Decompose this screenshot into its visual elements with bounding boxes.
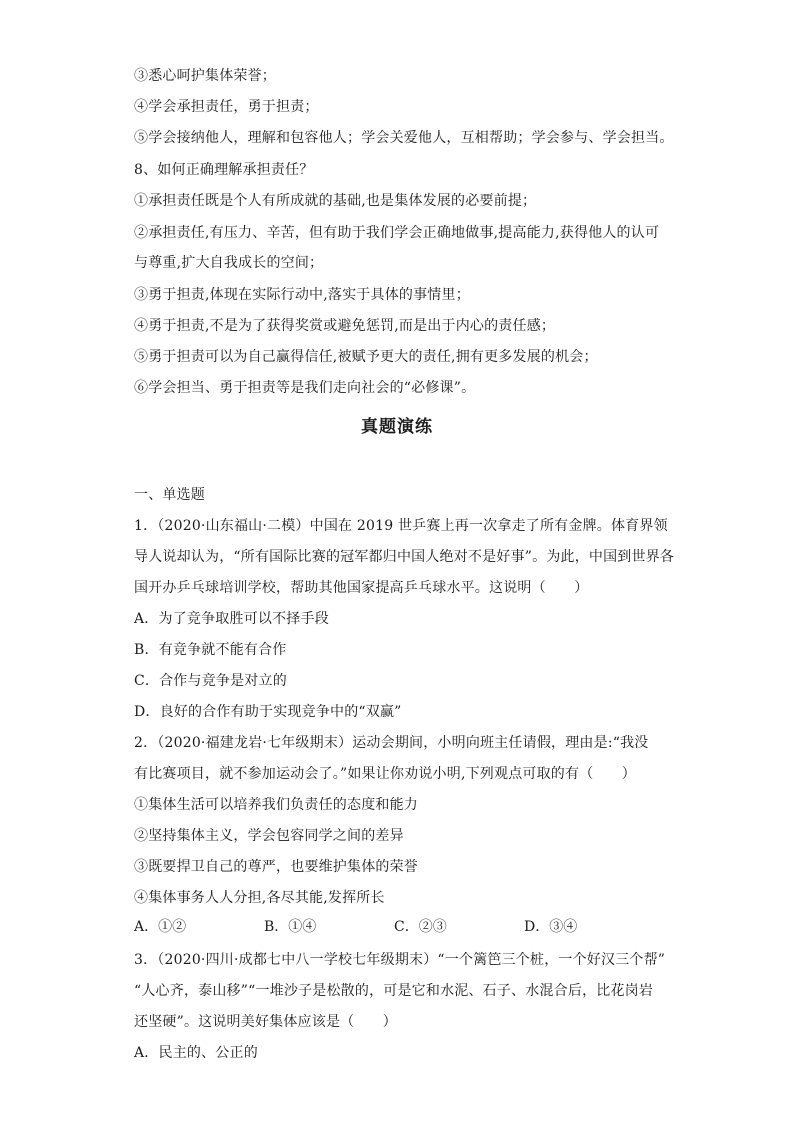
question-1-option-a: A．为了竞争取胜可以不择手段 xyxy=(134,611,329,627)
review-point: ④学会承担责任，勇于担责； xyxy=(134,99,319,115)
review-point: ⑤学会接纳他人，理解和包容他人；学会关爱他人，互相帮助；学会参与、学会担当。 xyxy=(134,130,674,146)
question-2-statement: ②坚持集体主义，学会包容同学之间的差异 xyxy=(134,828,404,844)
question-3-line: 3．（2020·四川·成都七中八一学校七年级期末）“一个篱笆三个桩，一个好汉三个帮” xyxy=(134,952,666,968)
review-point: 与尊重,扩大自我成长的空间； xyxy=(134,255,324,271)
review-point: ①承担责任既是个人有所成就的基础,也是集体发展的必要前提； xyxy=(134,193,537,209)
review-point: ④勇于担责,不是为了获得奖赏或避免惩罚,而是出于内心的责任感； xyxy=(134,318,556,334)
question-2-option-d: D．③④ xyxy=(524,919,578,935)
question-1-option-b: B．有竞争就不能有合作 xyxy=(134,642,287,658)
question-1-line: 导人说却认为，“所有国际比赛的冠军都归中国人绝对不是好事”。为此，中国到世界各 xyxy=(134,549,675,565)
review-point: ②承担责任,有压力、辛苦，但有助于我们学会正确地做事,提高能力,获得他人的认可 xyxy=(134,225,660,241)
question-2-option-c: C．②③ xyxy=(394,919,447,935)
question-2-options xyxy=(134,917,654,937)
section-title: 真题演练 xyxy=(361,417,433,437)
question-2-statement: ④集体事务人人分担,各尽其能,发挥所长 xyxy=(134,890,385,906)
question-3-option-a: A．民主的、公正的 xyxy=(134,1045,258,1061)
question-3-line: “人心齐，泰山移”“一堆沙子是松散的，可是它和水泥、石子、水混合后，比花岗岩 xyxy=(134,983,654,999)
question-1-option-d: D．良好的合作有助于实现竞争中的“双赢” xyxy=(134,704,402,720)
question-3-line: 还坚硬”。这说明美好集体应该是（ ） xyxy=(134,1014,397,1030)
question-1-option-c: C．合作与竞争是对立的 xyxy=(134,673,287,689)
review-point: ⑤勇于担责可以为自己赢得信任,被赋予更大的责任,拥有更多发展的机会； xyxy=(134,349,598,365)
review-point: ③悉心呵护集体荣誉； xyxy=(134,68,276,84)
question-2-line: 有比赛项目，就不参加运动会了。”如果让你劝说小明,下列观点可取的有（ ） xyxy=(134,766,637,782)
review-point: ⑥学会担当、勇于担责等是我们走向社会的“必修课”。 xyxy=(134,380,476,396)
review-point: ③勇于担责,体现在实际行动中,落实于具体的事情里； xyxy=(134,287,470,303)
question-1-line: 1．（2020·山东福山·二模）中国在 2019 世乒赛上再一次拿走了所有金牌。体育界领 xyxy=(134,518,668,534)
question-2-option-a: A．①② xyxy=(134,919,187,935)
section-heading: 一、单选题 xyxy=(134,487,205,503)
question-2-option-b: B．①④ xyxy=(264,919,317,935)
question-2-statement: ①集体生活可以培养我们负责任的态度和能力 xyxy=(134,797,418,813)
question-2-statement: ③既要捍卫自己的尊严，也要维护集体的荣誉 xyxy=(134,859,418,875)
question-1-line: 国开办乒乓球培训学校，帮助其他国家提高乒乓球水平。这说明（ ） xyxy=(134,580,589,596)
question-2-line: 2．（2020·福建龙岩·七年级期末）运动会期间，小明向班主任请假，理由是:“我没 xyxy=(134,735,649,751)
review-question-heading: 8、如何正确理解承担责任？ xyxy=(134,162,314,178)
